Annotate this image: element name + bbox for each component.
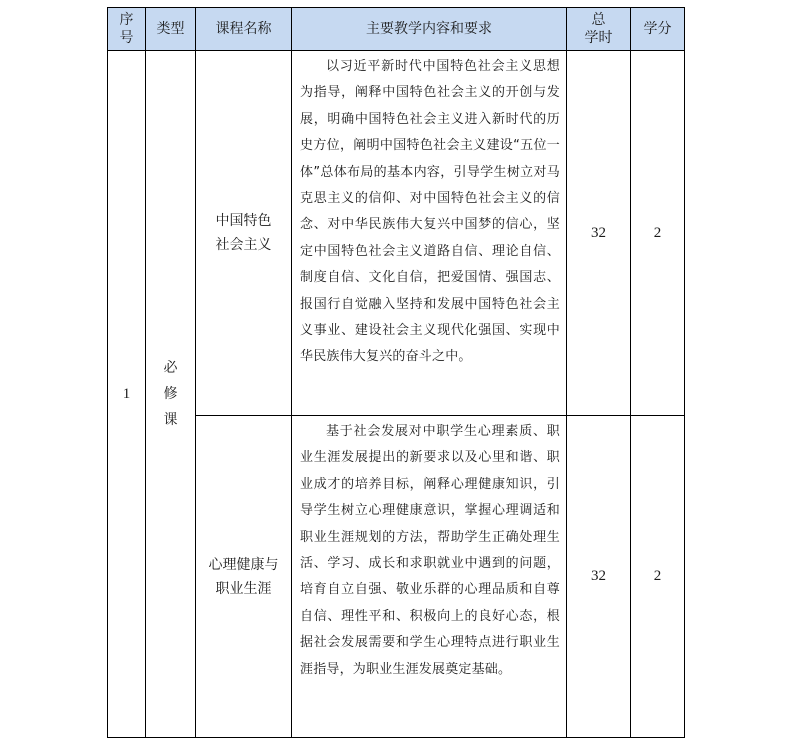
header-seq-line1: 序 (119, 12, 134, 28)
type-char-1: 必 (163, 360, 178, 376)
type-char-3: 课 (163, 412, 178, 428)
seq-cell: 1 (108, 51, 146, 738)
course-name-cell (196, 51, 292, 416)
header-seq (108, 8, 146, 51)
content-cell (292, 416, 567, 738)
course-name-line2: 职业生涯 (215, 580, 272, 597)
total-hours-cell: 32 (567, 51, 631, 416)
header-seq-line2: 号 (119, 30, 134, 46)
total-hours-cell: 32 (567, 416, 631, 738)
header-row (108, 8, 685, 51)
header-credits: 学分 (631, 8, 685, 51)
header-total-hours-line2: 学时 (584, 30, 613, 46)
header-type: 类型 (146, 8, 196, 51)
credits-cell: 2 (631, 51, 685, 416)
course-name-line1: 心理健康与 (208, 556, 279, 573)
header-content: 主要教学内容和要求 (292, 8, 567, 51)
course-name-line1: 中国特色 (215, 213, 272, 229)
header-course-name: 课程名称 (196, 8, 292, 51)
course-name-line2: 社会主义 (215, 237, 272, 253)
header-total-hours-line1: 总 (591, 12, 606, 28)
type-cell (146, 51, 196, 738)
type-char-2: 修 (163, 386, 178, 402)
credits-cell: 2 (631, 416, 685, 738)
course-table (107, 7, 685, 738)
header-total-hours (567, 8, 631, 51)
course-name-cell (196, 416, 292, 738)
content-cell (292, 51, 567, 416)
content-text: 以习近平新时代中国特色社会主义思想为指导，阐释中国特色社会主义的开创与发展，明确中国特色社会主义进入新时代的历史方位，阐明中国特色社会主义建设“五位一体”总体布局的基本内容，引导学生树立对马克思主义的信仰、对中国特色社会主义的信念、对中华民族伟大复兴中国梦的信心，坚定中国特色社会主义道路自信、理论自信、制度自信、文化自信，把爱国情、强国志、报国行自觉融入坚持和发展中国特色社会主义事业、建设社会主义现代化强国、实现中华民族伟大复兴的奋斗之中。 (300, 59, 560, 365)
table-row (108, 51, 685, 416)
content-text: 基于社会发展对中职学生心理素质、职业生涯发展提出的新要求以及心里和谐、职业成才的培养目标，阐释心理健康知识，引导学生树立心理健康意识，掌握心理调适和职业生涯规划的方法，帮助学生正确处理生活、学习、成长和求职就业中遇到的问题，培育自立自强、敬业乐群的心理品质和自尊自信、理性平和、积极向上的良好心态，根据社会发展需要和学生心理特点进行职业生涯指导，为职业生涯发展奠定基础。 (300, 424, 560, 677)
